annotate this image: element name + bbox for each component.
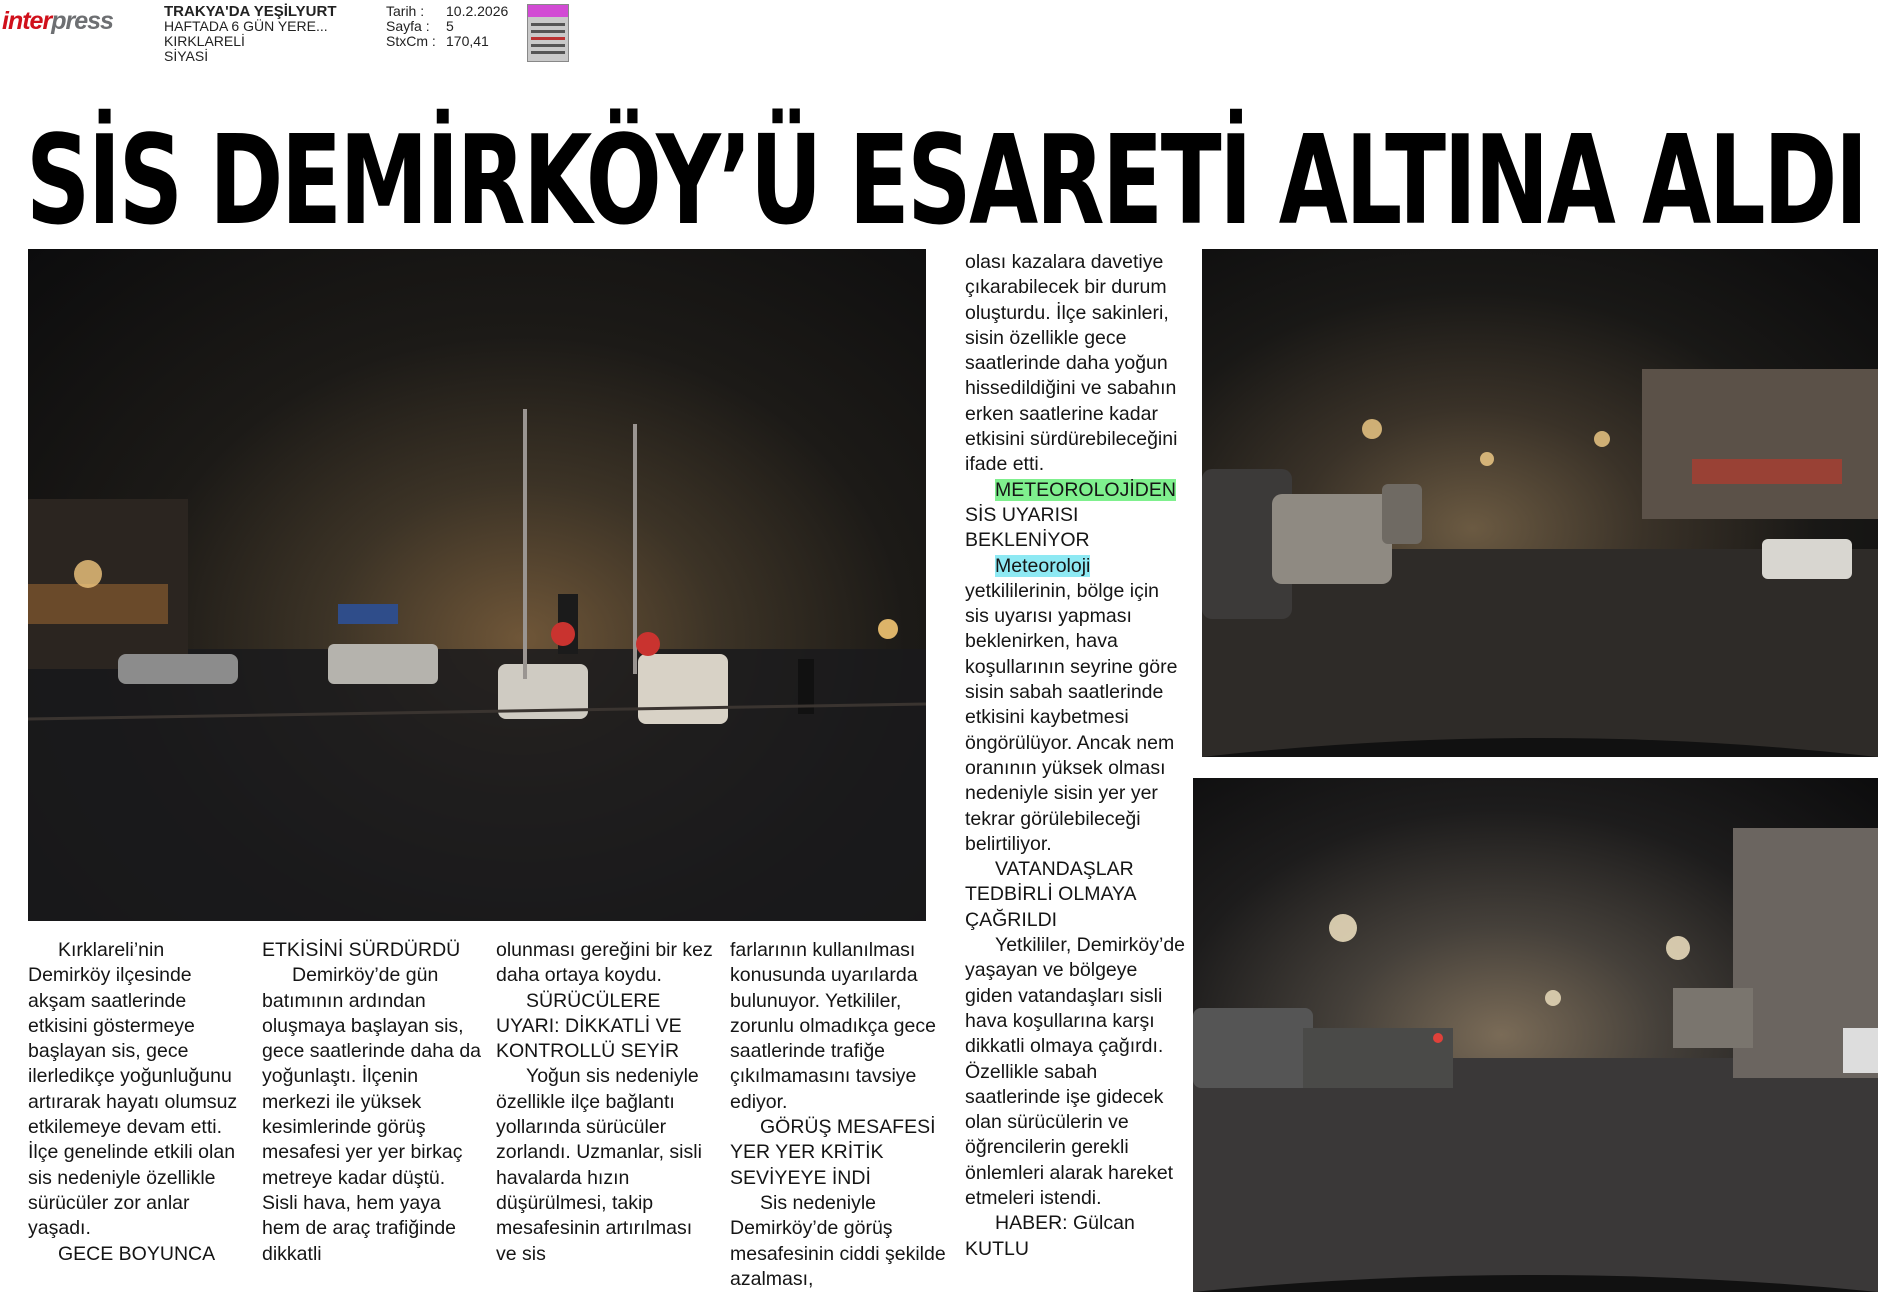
logo-part-1: inter [2,7,52,35]
paragraph-sunset-cont: olunması gereğini bir kez daha ortaya koydu. [496,939,713,987]
logo-part-2: press [51,7,113,35]
publication-city: KIRKLARELİ [164,33,245,49]
subheading-meteorology [965,478,1187,554]
paragraph-meteorology [965,554,1187,858]
publication-name: TRAKYA'DA YEŞİLYURT [164,3,337,20]
paragraph-intro: Kırklareli’nin Demirköy ilçesinde akşam saatlerinde etkisini göstermeye başlayan sis, gece ilerledikçe yoğunluğunu artırarak hayatı olumsuz etkilemeye devam etti. İlçe genelinde etkili olan sis nedeniyle özellikle sürücüler zor anlar yaşadı. [28,939,238,1240]
meta-label-date: Tarih : [386,3,425,19]
paragraph-sunset: Demirköy’de gün batımının ardından oluşmaya başlayan sis, gece saatlerinde daha da yoğunlaştı. İlçenin merkezi ile yüksek kesimlerinde görüş mesafesi yer yer birkaç metreye kadar düştü. Sisli hava, hem yaya hem de araç trafiğinde dikkatli [262,964,482,1265]
page-thumbnail[interactable] [527,4,569,62]
headline-text: SİS DEMİRKÖY’Ü ESARETİ ALTINA ALDI [26,109,1866,244]
subheading-night-a: GECE BOYUNCA [58,1242,216,1265]
subheading-night-b: ETKİSİNİ SÜRDÜRDÜ [262,939,461,961]
byline: HABER: Gülcan KUTLU [965,1212,1135,1260]
article-column-5 [965,250,1187,1262]
highlight-meteorology-word: Meteoroloji [995,554,1091,577]
paragraph-drivers: Yoğun sis nedeniyle özellikle ilçe bağlantı yollarında sürücüler zorlandı. Uzmanlar, sisli havalarda hızın düşürülmesi, takip mesafesinin artırılması ve sis [496,1065,702,1265]
paragraph-citizens: Yetkililer, Demirköy’de yaşayan ve bölgeye giden vatandaşları sisli hava koşullarına karşı dikkatli olmaya çağırdı. Özellikle sabah saatlerinde işe gidecek olan sürücülerin ve öğrencilerin gerekli önlemleri alarak hareket etmeleri istendi. [965,934,1186,1209]
publication-frequency: HAFTADA 6 GÜN YERE... [164,18,328,34]
photo-foggy-street-lights [1193,778,1878,1292]
subheading-citizens: VATANDAŞLAR TEDBİRLİ OLMAYA ÇAĞRILDI [965,858,1136,931]
meta-value-date: 10.2.2026 [446,3,509,19]
paragraph-meteorology-rest: yetkililerinin, bölge için sis uyarısı yapması beklenirken, hava koşullarının seyrine göre sisin sabah saatlerinde etkisini kaybetmesi öngörülüyor. Ancak nem oranının yüksek olması nedeniyle sisin yer yer tekrar görülebileceği belirtiliyor. [965,579,1178,855]
publication-category: SİYASİ [164,48,209,64]
subheading-meteorology-rest: SİS UYARISI BEKLENİYOR [965,503,1090,552]
highlight-meteorology-heading: METEOROLOJİDEN [995,478,1176,501]
meta-label-stxcm: StxCm : [386,33,436,49]
subheading-visibility: GÖRÜŞ MESAFESİ YER YER KRİTİK SEVİYEYE İNDİ [730,1116,936,1189]
paragraph-drivers-cont: farlarının kullanılması konusunda uyarılarda bulunuyor. Yetkililer, zorunlu olmadıkça gece saatlerinde trafiğe çıkılmamasını tavsiye ediyor. [730,939,936,1113]
article-column-2 [262,938,484,1267]
article-column-4 [730,938,952,1292]
photo-foggy-square [28,249,926,921]
meta-label-page: Sayfa : [386,18,430,34]
meta-value-page: 5 [446,18,454,34]
meta-value-stxcm: 170,41 [446,33,489,49]
photo-foggy-street-parked-cars [1202,249,1878,757]
interpress-logo [2,6,113,36]
paragraph-visibility-cont: olası kazalara davetiye çıkarabilecek bir durum oluşturdu. İlçe sakinleri, sisin özellikle gece saatlerinde daha yoğun hissedildiğini ve sabahın erken saatlerine kadar etkisini sürdürebileceğini ifade etti. [965,251,1178,476]
headline [26,104,1866,244]
paragraph-visibility: Sis nedeniyle Demirköy’de görüş mesafesinin ciddi şekilde azalması, [730,1191,946,1290]
subheading-driver-warning: SÜRÜCÜLERE UYARI: DİKKATLİ VE KONTROLLÜ SEYİR [496,989,682,1063]
article-column-3 [496,938,718,1267]
article-column-1 [28,938,250,1267]
